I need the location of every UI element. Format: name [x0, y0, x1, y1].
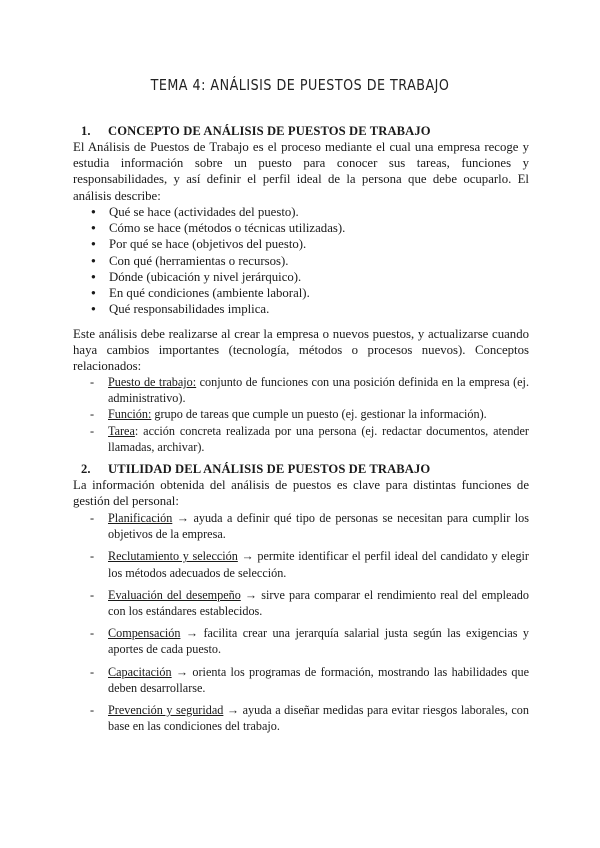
- list-item: [73, 374, 529, 406]
- list-item: [73, 587, 529, 619]
- concept-term: Puesto de trabajo:: [108, 375, 197, 389]
- list-item: [73, 548, 529, 580]
- utility-term: Planificación: [108, 511, 173, 525]
- section-number: 2.: [81, 462, 91, 476]
- concepts-list: [73, 374, 529, 455]
- list-item: ● Por qué se hace (objetivos del puesto).: [73, 236, 529, 252]
- list-item: ● Con qué (herramientas o recursos).: [73, 253, 529, 269]
- section-1-paragraph-2: Este análisis debe realizarse al crear la empresa o nuevos puestos, y actualizarse cuando haya cambios importantes (tecnología, métodos o procesos nuevos). Conceptos relacionados:: [73, 327, 529, 374]
- utility-text: → sirve para comparar el rendimiento real del empleado con los estándares establecidos.: [108, 587, 529, 619]
- list-item: [73, 510, 529, 542]
- concept-text: grupo de tareas que cumple un puesto (ej. gestionar la información).: [151, 407, 487, 422]
- section-heading-1: [81, 124, 431, 139]
- list-item: [73, 406, 529, 422]
- list-item: [73, 423, 529, 455]
- describe-list: [73, 204, 529, 317]
- list-item: ● Qué se hace (actividades del puesto).: [73, 204, 529, 220]
- utility-text: → permite identificar el perfil ideal del candidato y elegir los métodos adecuados de selección.: [108, 549, 529, 580]
- page-title: TEMA 4: ANÁLISIS DE PUESTOS DE TRABAJO: [150, 76, 450, 94]
- section-heading-text: CONCEPTO DE ANÁLISIS DE PUESTOS DE TRABAJO: [108, 124, 431, 138]
- list-item: [73, 664, 529, 696]
- utility-text: → ayuda a diseñar medidas para evitar riesgos laborales, con base en las condiciones del trabajo.: [108, 703, 529, 734]
- list-item: [73, 702, 529, 734]
- utility-list: [73, 510, 529, 740]
- concept-term: Función:: [108, 407, 152, 422]
- section-heading-text: UTILIDAD DEL ANÁLISIS DE PUESTOS DE TRABAJO: [108, 462, 431, 476]
- utility-text: → facilita crear una jerarquía salarial justa según las exigencias y aportes de cada puesto.: [108, 626, 529, 657]
- list-item: [73, 625, 529, 657]
- utility-text: → orienta los programas de formación, mostrando las habilidades que deben desarrollarse.: [108, 664, 529, 695]
- list-item: ● Dónde (ubicación y nivel jerárquico).: [73, 269, 529, 285]
- concept-term: Tarea: [108, 423, 135, 438]
- utility-text: → ayuda a definir qué tipo de personas se necesitan para cumplir los objetivos de la empresa.: [108, 511, 529, 542]
- utility-term: Prevención y seguridad: [108, 703, 224, 718]
- list-item: ● Cómo se hace (métodos o técnicas utilizadas).: [73, 220, 529, 236]
- utility-term: Evaluación del desempeño: [108, 587, 241, 602]
- concept-text: conjunto de funciones con una posición definida en la empresa (ej. administrativo).: [108, 375, 529, 406]
- list-item: ● Qué responsabilidades implica.: [73, 301, 529, 317]
- list-item: ● En qué condiciones (ambiente laboral).: [73, 285, 529, 301]
- section-1-intro: El Análisis de Puestos de Trabajo es el proceso mediante el cual una empresa recoge y estudia información sobre un puesto para conocer sus tareas, funciones y responsabilidades, y así definir el perfil ideal de la persona que debe ocuparlo. El análisis describe:: [73, 140, 529, 203]
- concept-text: : acción concreta realizada por una persona (ej. redactar documentos, atender llamadas, archivar).: [108, 423, 529, 454]
- utility-term: Capacitación: [108, 664, 172, 679]
- section-heading-2: [81, 462, 430, 477]
- utility-term: Compensación: [108, 626, 181, 641]
- section-2-intro: La información obtenida del análisis de puestos es clave para distintas funciones de gestión del personal:: [73, 478, 529, 509]
- section-number: 1.: [81, 124, 91, 138]
- utility-term: Reclutamiento y selección: [108, 549, 238, 564]
